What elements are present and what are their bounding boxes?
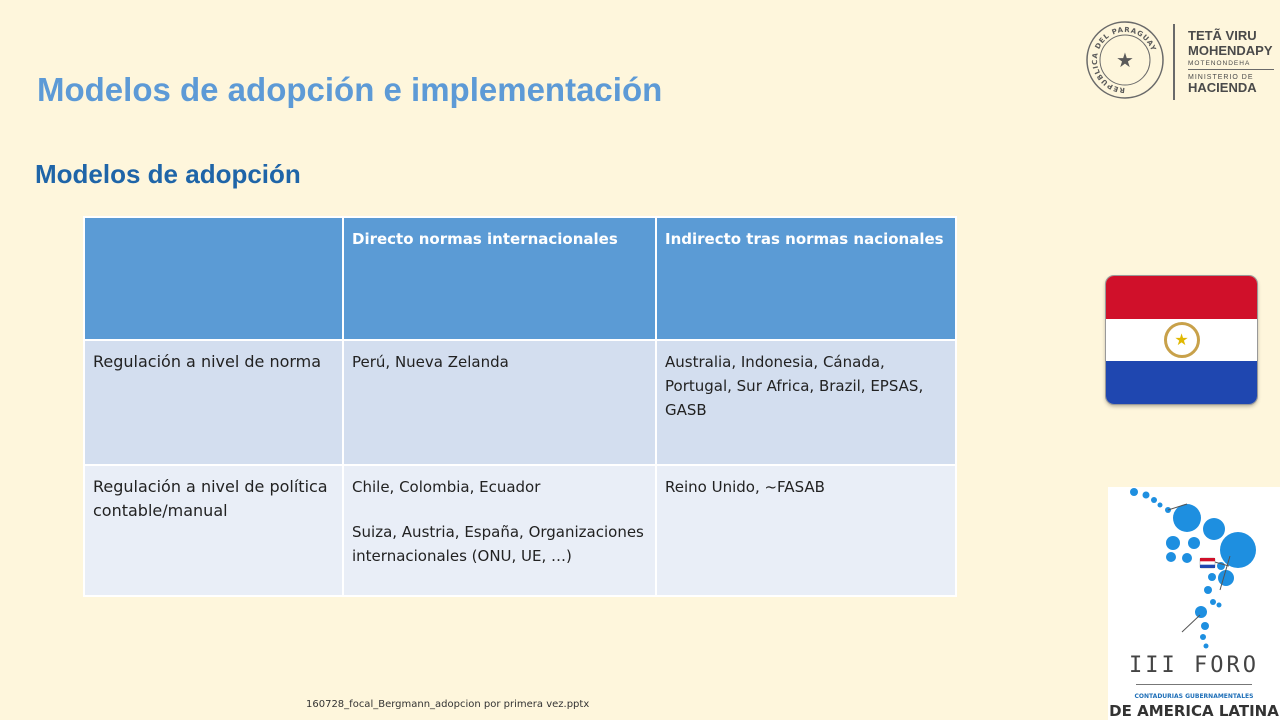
row-label: Regulación a nivel de política contable/manual: [84, 465, 343, 596]
flag-white-stripe: [1106, 319, 1257, 361]
table-row: [84, 465, 956, 596]
cell-indirect: [656, 465, 956, 596]
flag-seal-icon: [1164, 322, 1200, 358]
slide-title: Modelos de adopción e implementación: [37, 71, 663, 108]
cell-indirect: [656, 340, 956, 465]
logo-line4: MINISTERIO DE: [1188, 74, 1254, 81]
table-header-direct: Directo normas internacionales: [343, 217, 656, 340]
row-label: Regulación a nivel de norma: [84, 340, 343, 465]
cell-text: Australia, Indonesia, Cánada, Portugal, Sur Africa, Brazil, EPSAS, GASB: [665, 353, 924, 419]
ministry-logo: [1085, 20, 1280, 104]
latin-america-dots-icon: [1108, 487, 1280, 652]
table-header-row: [84, 217, 956, 340]
table-header-indirect: Indirecto tras normas nacionales: [656, 217, 956, 340]
logo-line1: TETÃ VIRU: [1188, 28, 1257, 43]
logo-line5: HACIENDA: [1188, 80, 1257, 95]
flag-blue-stripe: [1106, 361, 1257, 404]
cell-direct: [343, 340, 656, 465]
flag-red-stripe: [1106, 276, 1257, 319]
paraguay-flag-icon: [1106, 276, 1257, 404]
seal-text: REPUBLICA DEL PARAGUAY: [1090, 25, 1158, 95]
foro-line1: CONTADURIAS GUBERNAMENTALES: [1134, 693, 1254, 700]
foro-divider: [1136, 684, 1252, 685]
logo-line2: MOHENDAPY: [1188, 43, 1273, 58]
table-row: [84, 340, 956, 465]
footer-filename: 160728_focal_Bergmann_adopcion por primera vez.pptx: [306, 699, 590, 710]
slide-subtitle: Modelos de adopción: [35, 159, 301, 189]
cell-text: Perú, Nueva Zelanda: [352, 353, 509, 371]
cell-text: Suiza, Austria, España, Organizaciones internacionales (ONU, UE, …): [352, 523, 644, 565]
logo-divider: [1173, 24, 1175, 100]
logo-rule: [1188, 69, 1274, 70]
cell-text: Chile, Colombia, Ecuador: [352, 478, 541, 496]
logo-line3: MOTENONDEHA: [1188, 60, 1251, 67]
adoption-models-table: [83, 216, 957, 597]
foro-title: III FORO: [1129, 653, 1259, 678]
cell-direct: [343, 465, 656, 596]
foro-logo: [1108, 487, 1280, 720]
cell-text: Reino Unido, ~FASAB: [665, 478, 825, 496]
star-icon: ★: [1116, 50, 1134, 72]
table-header-empty: [84, 217, 343, 340]
foro-line2: DE AMERICA LATINA: [1109, 702, 1279, 720]
